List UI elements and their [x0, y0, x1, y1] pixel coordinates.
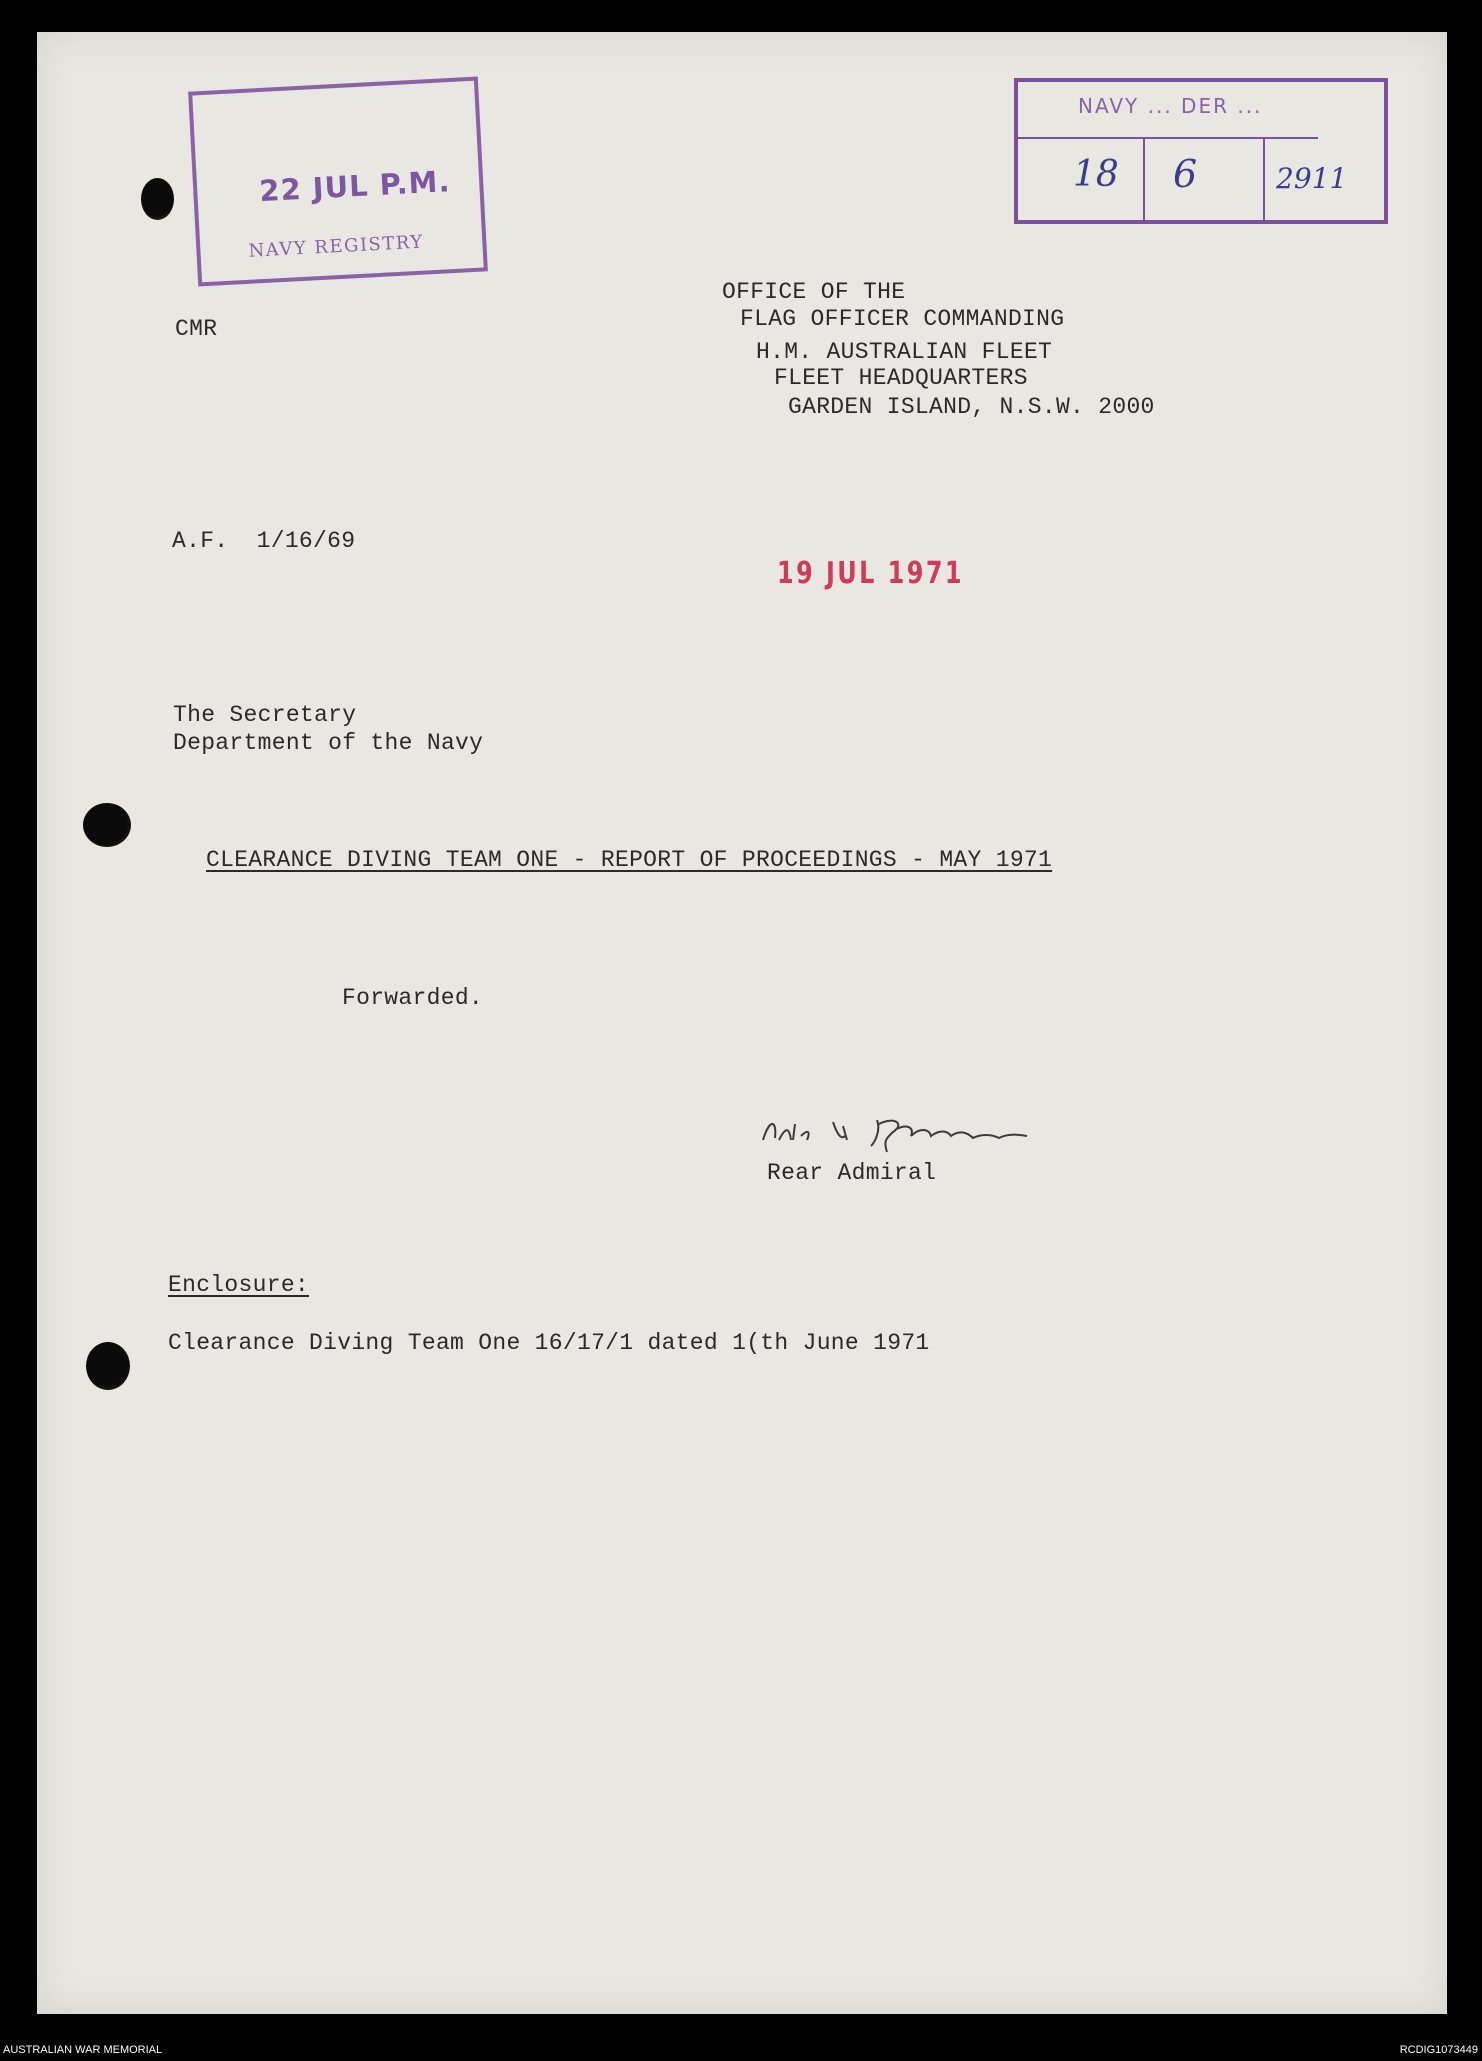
file-stamp-divider	[1263, 137, 1265, 222]
file-reference: A.F. 1/16/69	[172, 528, 356, 554]
handwritten-signature	[755, 1100, 1095, 1160]
recipient-line-2: Department of the Navy	[173, 730, 484, 756]
address-line-4: FLEET HEADQUARTERS	[774, 365, 1028, 391]
subject-line: CLEARANCE DIVING TEAM ONE - REPORT OF PROCEEDINGS - MAY 1971	[206, 847, 1053, 873]
punch-hole	[86, 1342, 130, 1390]
address-line-2: FLAG OFFICER COMMANDING	[740, 306, 1065, 332]
recipient-line-1: The Secretary	[173, 702, 357, 728]
file-stamp-divider	[1018, 137, 1318, 139]
registry-stamp	[188, 77, 488, 287]
address-line-1: OFFICE OF THE	[722, 279, 906, 305]
enclosure-label: Enclosure:	[168, 1272, 310, 1298]
file-stamp-cell-1: 18	[1073, 154, 1119, 195]
address-line-5: GARDEN ISLAND, N.S.W. 2000	[788, 394, 1155, 420]
punch-hole	[141, 178, 174, 220]
cmr-reference: CMR	[175, 316, 218, 342]
body-text: Forwarded.	[342, 985, 484, 1011]
footer-id: RCDIG1073449	[1399, 2044, 1478, 2056]
file-stamp-cell-3: 2911	[1276, 162, 1348, 195]
file-stamp-cell-2: 6	[1173, 152, 1198, 196]
file-number-stamp	[1014, 78, 1388, 224]
registry-stamp-date: 22 JUL P.M.	[258, 164, 452, 209]
enclosure-text: Clearance Diving Team One 16/17/1 dated 1(th June 1971	[168, 1330, 930, 1356]
punch-hole	[83, 803, 131, 847]
received-date-stamp: 19 JUL 1971	[777, 556, 965, 591]
footer-credit: AUSTRALIAN WAR MEMORIAL	[3, 2044, 163, 2056]
file-stamp-header: NAVY ... DER ...	[1078, 94, 1263, 118]
signatory-title: Rear Admiral	[767, 1160, 937, 1186]
registry-stamp-text: NAVY REGISTRY	[247, 231, 425, 262]
address-line-3: H.M. AUSTRALIAN FLEET	[756, 339, 1053, 365]
file-stamp-divider	[1143, 137, 1145, 222]
